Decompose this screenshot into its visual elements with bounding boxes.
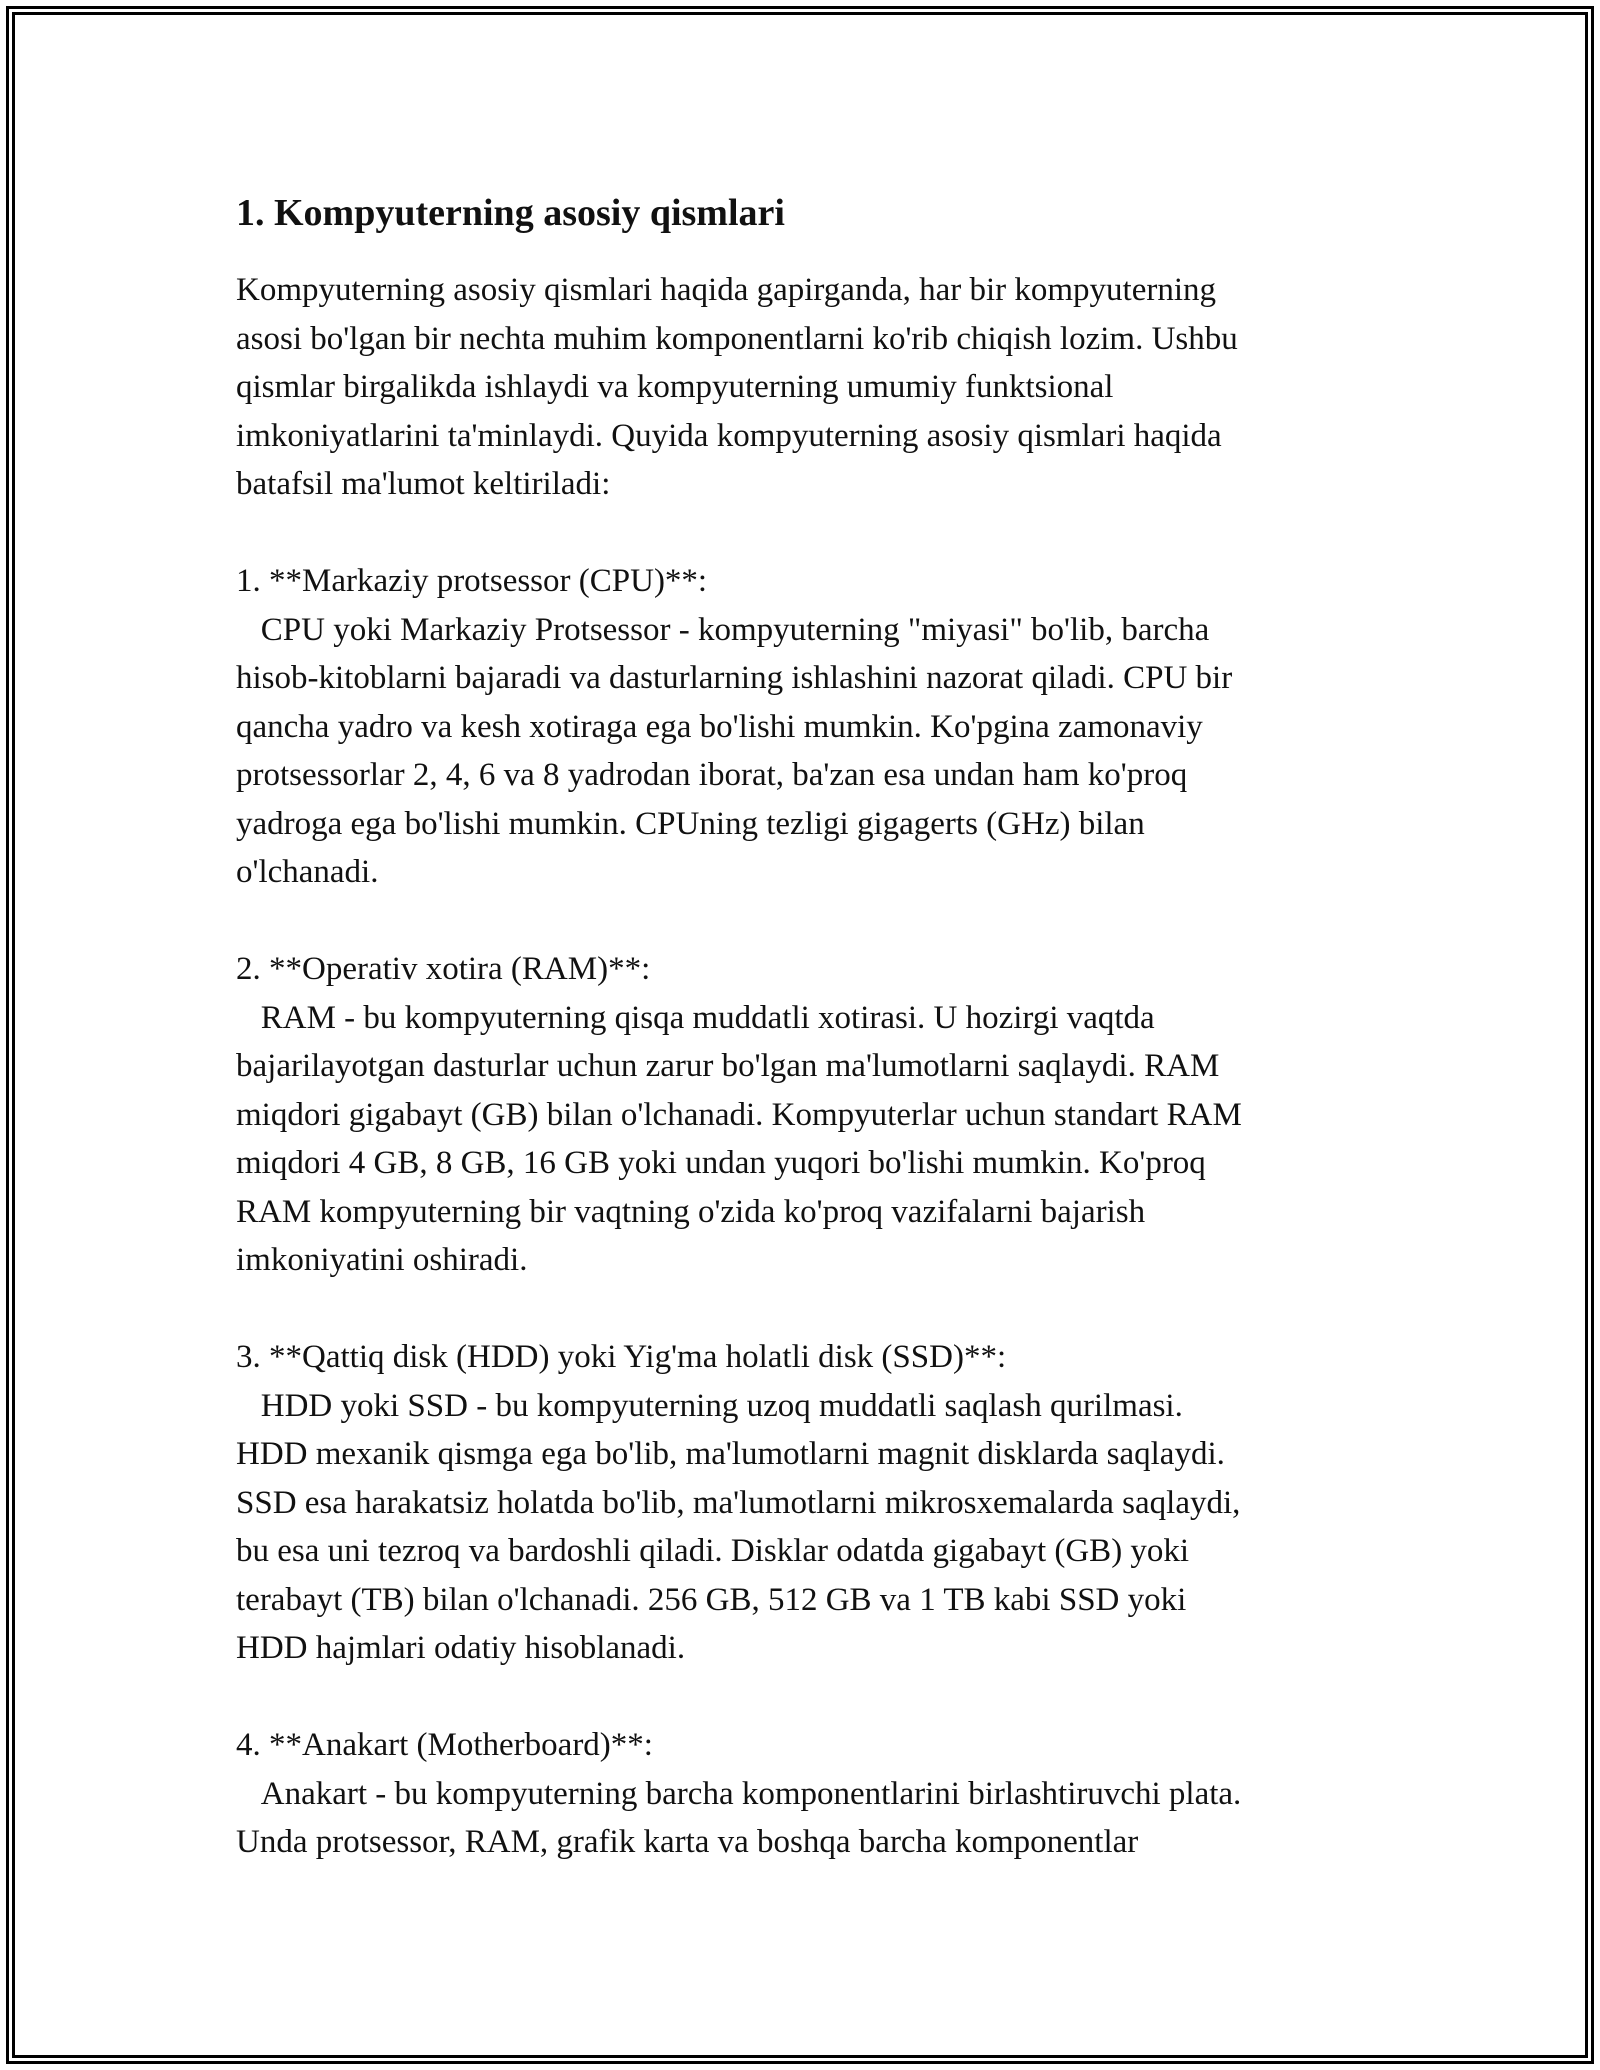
section-heading: 1. Kompyuterning asosiy qismlari <box>236 192 785 234</box>
intro-paragraph: Kompyuterning asosiy qismlari haqida gapirganda, har bir kompyuterning asosi bo'lgan bir nechta muhim komponentlarni ko'rib chiqish lozim. Ushbu qismlar birgalikda ishlaydi va kompyuterning umumiy funktsional imkoniyatlarini ta'minlaydi. Quyida kompyuterning asosiy qismlari haqida batafsil ma'lumot keltiriladi: <box>236 272 1238 502</box>
list-item-cpu <box>236 557 1366 897</box>
list-item-body: Anakart - bu kompyuterning barcha komponentlarini birlashtiruvchi plata. Unda protsessor, RAM, grafik karta va boshqa barcha komponentlar <box>236 1775 1242 1860</box>
document-page <box>236 188 1366 1867</box>
list-item-storage <box>236 1333 1366 1673</box>
list-item-body: CPU yoki Markaziy Protsessor - kompyuterning "miyasi" bo'lib, barcha hisob-kitoblarni bajaradi va dasturlarning ishlashini nazorat qiladi. CPU bir qancha yadro va kesh xotiraga ega bo'lishi mumkin. Ko'pgina zamonaviy protsessorlar 2, 4, 6 va 8 yadrodan iborat, ba'zan esa undan ham ko'proq yadroga ega bo'lishi mumkin. CPUning tezligi gigagerts (GHz) bilan o'lchanadi. <box>236 611 1233 890</box>
list-item-heading: 3. **Qattiq disk (HDD) yoki Yig'ma holatli disk (SSD)**: <box>236 1339 1007 1375</box>
list-item-ram <box>236 945 1366 1285</box>
list-item-body: RAM - bu kompyuterning qisqa muddatli xotirasi. U hozirgi vaqtda bajarilayotgan dasturlar uchun zarur bo'lgan ma'lumotlarni saqlaydi. RAM miqdori gigabayt (GB) bilan o'lchanadi. Kompyuterlar uchun standart RAM miqdori 4 GB, 8 GB, 16 GB yoki undan yuqori bo'lishi mumkin. Ko'proq RAM kompyuterning bir vaqtning o'zida ko'proq vazifalarni bajarish imkoniyatini oshiradi. <box>236 999 1242 1278</box>
list-item-heading: 4. **Anakart (Motherboard)**: <box>236 1727 653 1763</box>
list-item-motherboard <box>236 1721 1366 1867</box>
paragraph-spacer <box>236 897 1366 946</box>
list-item-body: HDD yoki SSD - bu kompyuterning uzoq muddatli saqlash qurilmasi. HDD mexanik qismga ega bo'lib, ma'lumotlarni magnit disklarda saqlaydi. SSD esa harakatsiz holatda bo'lib, ma'lumotlarni mikrosxemalarda saqlaydi, bu esa uni tezroq va bardoshli qiladi. Disklar odatda gigabayt (GB) yoki terabayt (TB) bilan o'lchanadi. 256 GB, 512 GB va 1 TB kabi SSD yoki HDD hajmlari odatiy hisoblanadi. <box>236 1387 1241 1666</box>
paragraph-spacer <box>236 509 1366 558</box>
list-item-heading: 2. **Operativ xotira (RAM)**: <box>236 951 651 987</box>
list-item-heading: 1. **Markaziy protsessor (CPU)**: <box>236 563 708 599</box>
paragraph-spacer <box>236 1285 1366 1334</box>
paragraph-spacer <box>236 1673 1366 1722</box>
